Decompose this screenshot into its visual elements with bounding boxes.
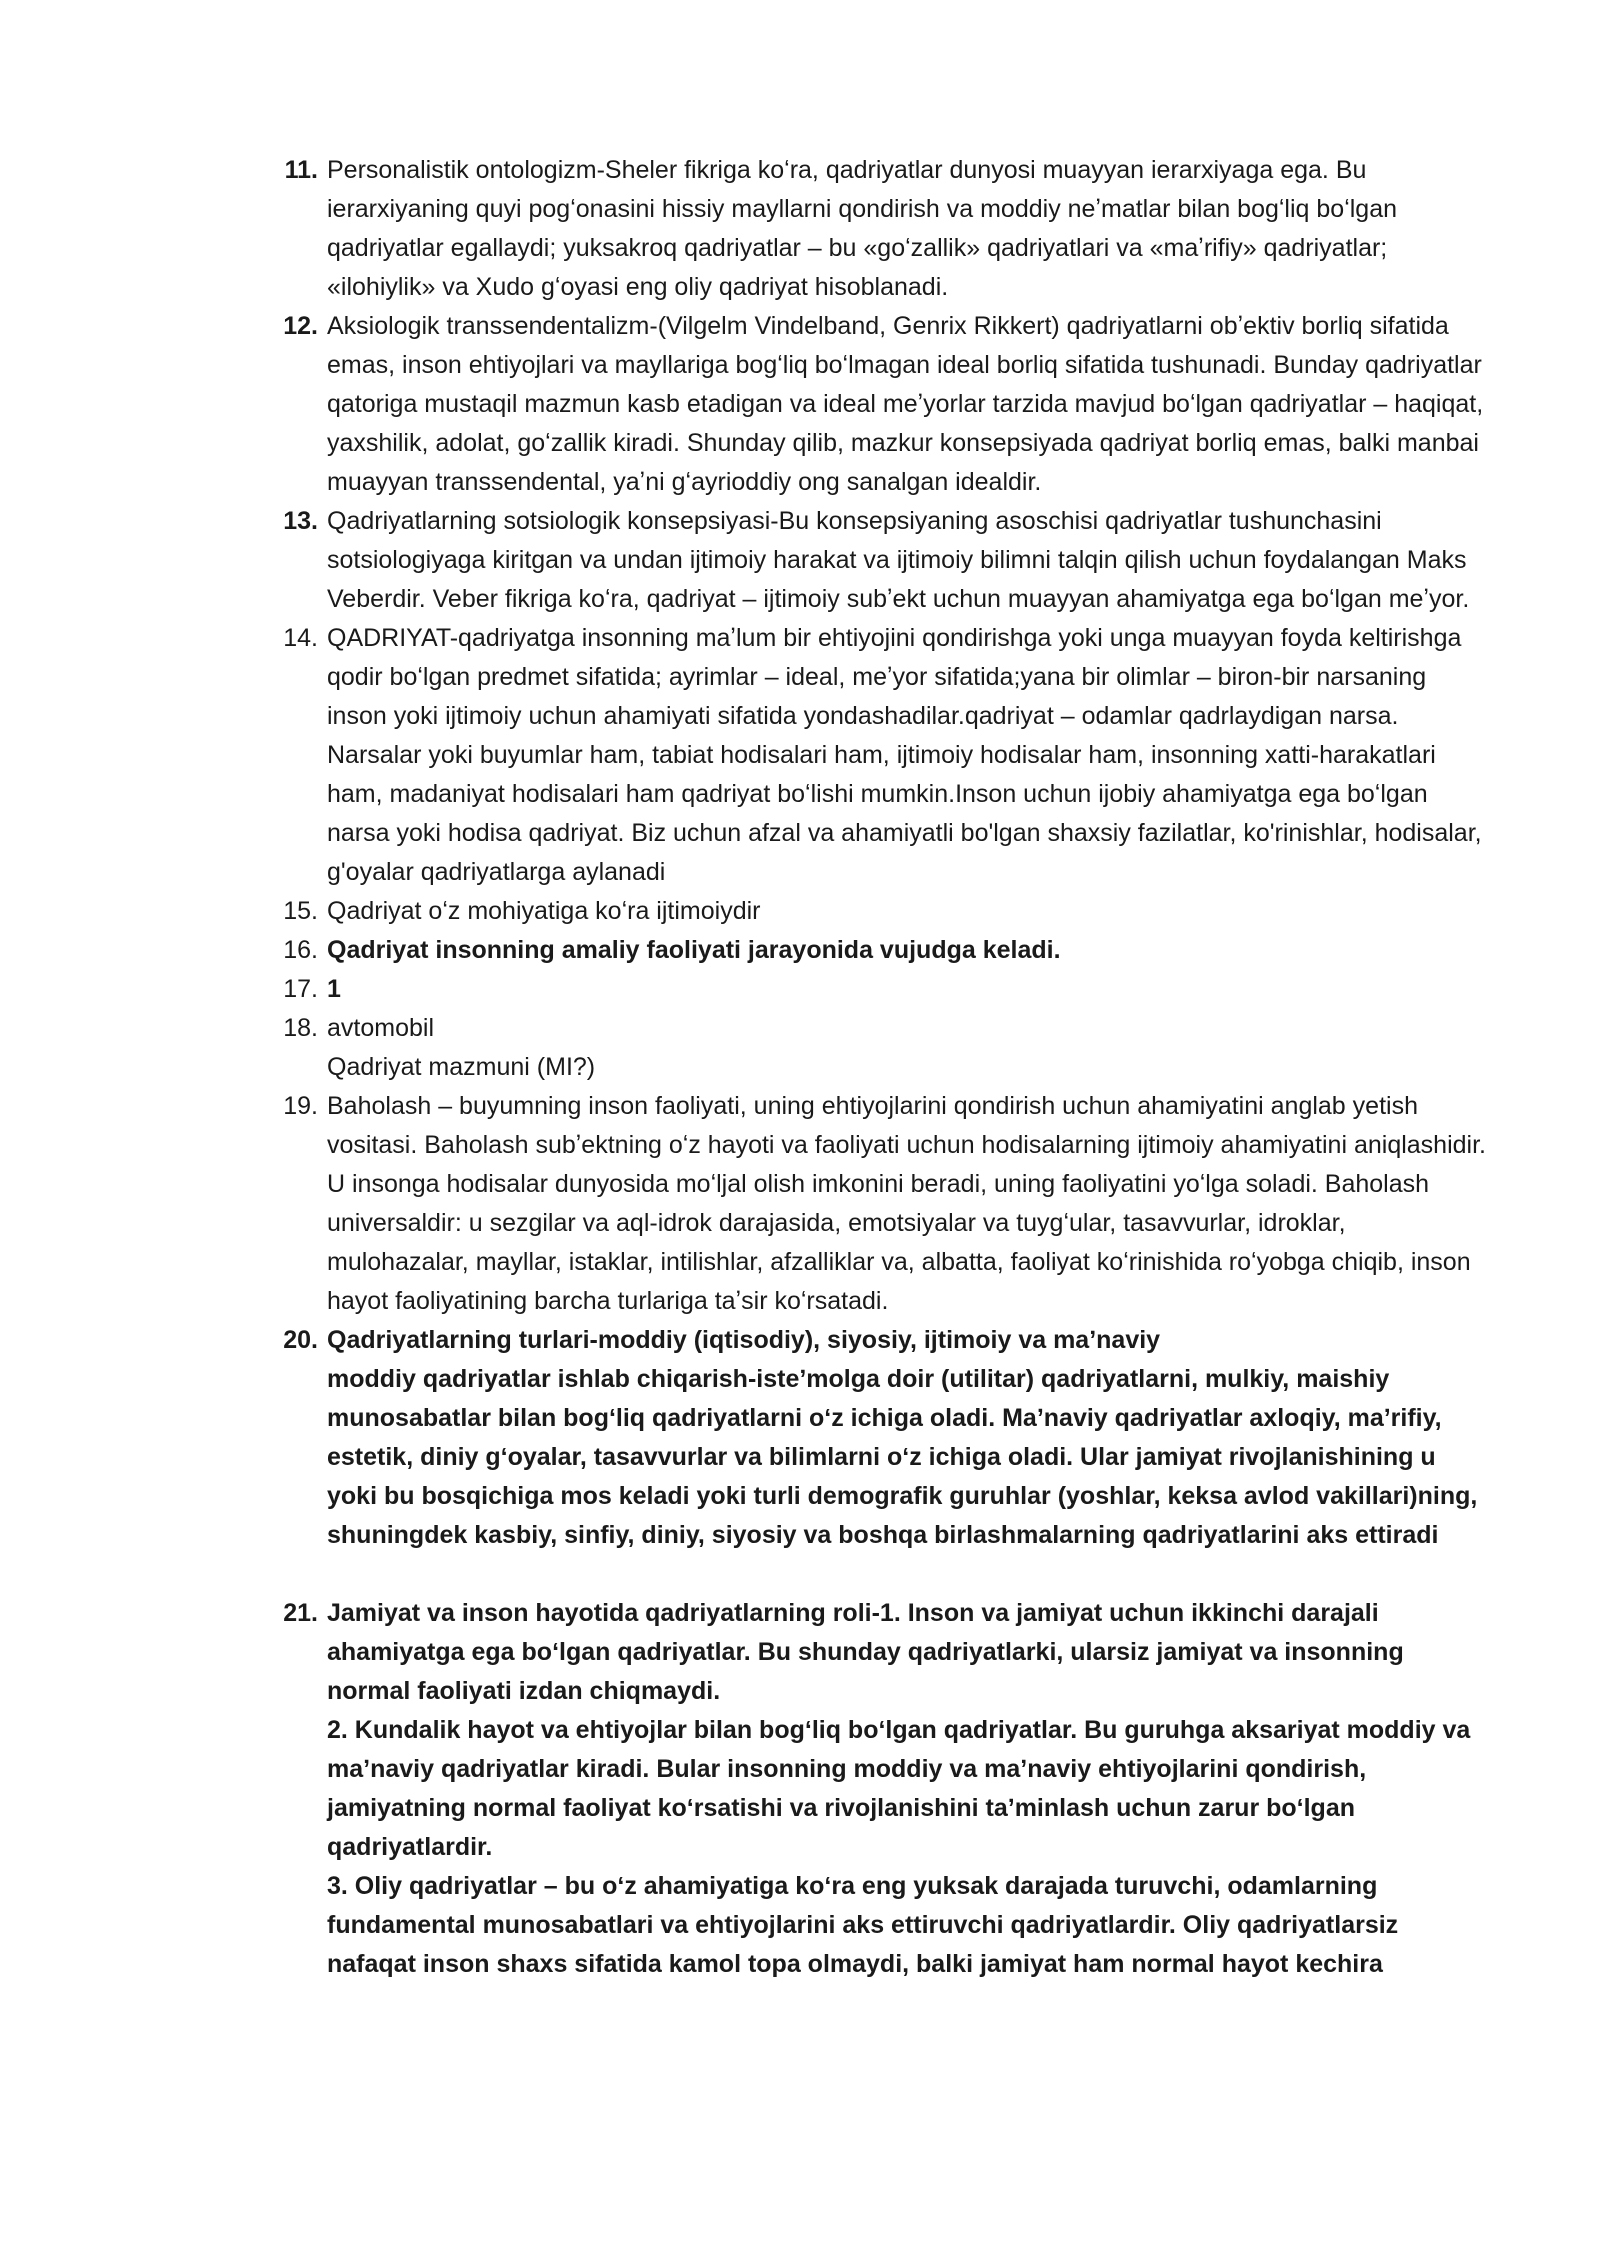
list-item-text: Baholash – buyumning inson faoliyati, uning ehtiyojlarini qondirish uchun ahamiyatini anglab yetish vositasi. Baholash subʼektning oʻz hayoti va faoliyati uchun hodisalarning ijtimoiy ahamiyatini aniqlashidir. U insonga hodisalar dunyosida moʻljal olish imkonini beradi, uning faoliyatini yoʻlga soladi. Baholash universaldir: u sezgilar va aql-idrok darajasida, emotsiyalar va tuygʻular, tasavvurlar, idroklar, mulohazalar, mayllar, istaklar, intilishlar, afzalliklar va, albatta, faoliyat koʻrinishida roʻyobga chiqib, inson hayot faoliyatining barcha turlariga taʼsir koʻrsatadi.: [327, 1092, 1486, 1315]
list-item-text: Qadriyat insonning amaliy faoliyati jarayonida vujudga keladi.: [327, 936, 1061, 964]
list-item-text: Personalistik ontologizm-Sheler fikriga koʻra, qadriyatlar dunyosi muayyan ierarxiyaga ega. Bu ierarxiyaning quyi pogʻonasini hissiy mayllarni qondirish va moddiy neʼmatlar bilan bogʻliq boʻlgan qadriyatlar egallaydi; yuksakroq qadriyatlar – bu «goʻzallik» qadriyatlari va «maʼrifiy» qadriyatlar; «ilohiylik» va Xudo gʻoyasi eng oliy qadriyat hisoblanadi.: [327, 156, 1398, 301]
list-item: [270, 1087, 1490, 1321]
list-item: [270, 970, 1490, 1009]
list-item-number: 18.: [283, 1014, 318, 1042]
list-item-number: 17.: [283, 975, 318, 1003]
list-item-text: moddiy qadriyatlar ishlab chiqarish-isteʼmolga doir (utilitar) qadriyatlarni, mulkiy, maishiy munosabatlar bilan bogʻliq qadriyatlarni oʻz ichiga oladi. Maʼnaviy qadriyatlar axloqiy, maʼrifiy, estetik, diniy gʻoyalar, tasavvurlar va bilimlarni oʻz ichiga oladi. Ular jamiyat rivojlanishining u yoki bu bosqichiga mos keladi yoki turli demografik guruhlar (yoshlar, keksa avlod vakillari)ning, shuningdek kasbiy, sinfiy, diniy, siyosiy va boshqa birlashmalarning qadriyatlarini aks ettiradi: [327, 1365, 1478, 1549]
list-item-text: Qadriyatlarning sotsiologik konsepsiyasi-Bu konsepsiyaning asoschisi qadriyatlar tushunchasini sotsiologiyaga kiritgan va undan ijtimoiy harakat va ijtimoiy bilimni talqin qilish uchun foydalangan Maks Veberdir. Veber fikriga koʻra, qadriyat – ijtimoiy subʼekt uchun muayyan ahamiyatga ega boʻlgan meʼyor.: [327, 507, 1470, 613]
list-item-text: avtomobil: [327, 1014, 434, 1042]
list-item-number: 20.: [283, 1326, 318, 1354]
list-item-text: Aksiologik transsendentalizm-(Vilgelm Vindelband, Genrix Rikkert) qadriyatlarni obʼektiv borliq sifatida emas, inson ehtiyojlari va mayllariga bogʻliq boʻlmagan ideal borliq sifatida tushunadi. Bunday qadriyatlar qatoriga mustaqil mazmun kasb etadigan va ideal meʼyorlar tarzida mavjud boʻlgan qadriyatlar – haqiqat, yaxshilik, adolat, goʻzallik kiradi. Shunday qilib, mazkur konsepsiyada qadriyat borliq emas, balki manbai muayyan transsendental, yaʼni gʻayrioddiy ong sanalgan idealdir.: [327, 312, 1484, 496]
list-item-number: 12.: [283, 312, 318, 340]
list-item-number: 19.: [283, 1092, 318, 1120]
list-item-number: 11.: [284, 156, 318, 184]
list-item-number: 13.: [283, 507, 318, 535]
list-item-text: Qadriyat oʻz mohiyatiga koʻra ijtimoiydir: [327, 897, 761, 925]
numbered-list: [270, 151, 1490, 1984]
list-item: [270, 1594, 1490, 1984]
list-item: [270, 151, 1490, 307]
list-item-text: QADRIYAT-qadriyatga insonning maʼlum bir ehtiyojini qondirishga yoki unga muayyan foyda keltirishga qodir boʻlgan predmet sifatida; ayrimlar – ideal, meʼyor sifatida;yana bir olimlar – biron-bir narsaning inson yoki ijtimoiy uchun ahamiyati sifatida yondashadilar.qadriyat – odamlar qadrlaydigan narsa. Narsalar yoki buyumlar ham, tabiat hodisalari ham, ijtimoiy hodisalar ham, insonning xatti-harakatlari ham, madaniyat hodisalari ham qadriyat boʻlishi mumkin.Inson uchun ijobiy ahamiyatga ega boʻlgan narsa yoki hodisa qadriyat. Biz uchun afzal va ahamiyatli bo'lgan shaxsiy fazilatlar, ko'rinishlar, hodisalar, g'oyalar qadriyatlarga aylanadi: [327, 624, 1482, 886]
list-item-text: Qadriyatlarning turlari-moddiy (iqtisodiy), siyosiy, ijtimoiy va maʼnaviy: [327, 1326, 1161, 1354]
list-item-number: 16.: [283, 936, 318, 964]
list-item: [270, 1009, 1490, 1087]
list-item-number: 15.: [283, 897, 318, 925]
list-item-text: Jamiyat va inson hayotida qadriyatlarning roli-1. Inson va jamiyat uchun ikkinchi darajali ahamiyatga ega boʻlgan qadriyatlar. Bu shunday qadriyatlarki, ularsiz jamiyat va insonning normal faoliyati izdan chiqmaydi.: [327, 1599, 1404, 1705]
list-item-text: 3. Oliy qadriyatlar – bu oʻz ahamiyatiga koʻra eng yuksak darajada turuvchi, odamlarning fundamental munosabatlari va ehtiyojlarini aks ettiruvchi qadriyatlardir. Oliy qadriyatlarsiz nafaqat inson shaxs sifatida kamol topa olmaydi, balki jamiyat ham normal hayot kechira: [327, 1872, 1399, 1978]
list-item-text: Qadriyat mazmuni (MI?): [327, 1053, 596, 1081]
list-item: [270, 502, 1490, 619]
list-item: [270, 307, 1490, 502]
list-item-text: 2. Kundalik hayot va ehtiyojlar bilan bogʻliq boʻlgan qadriyatlar. Bu guruhga aksariyat moddiy va maʼnaviy qadriyatlar kiradi. Bular insonning moddiy va maʼnaviy ehtiyojlarini qondirish, jamiyatning normal faoliyat koʻrsatishi va rivojlanishini taʼminlash uchun zarur boʻlgan qadriyatlardir.: [327, 1716, 1471, 1861]
list-item: [270, 892, 1490, 931]
list-item: [270, 619, 1490, 892]
list-item: [270, 1321, 1490, 1594]
list-item-number: 14.: [283, 624, 318, 652]
list-item-text: 1: [327, 975, 341, 1003]
blank-line: [327, 1555, 1490, 1594]
list-item-number: 21.: [283, 1599, 318, 1627]
list-item: [270, 931, 1490, 970]
